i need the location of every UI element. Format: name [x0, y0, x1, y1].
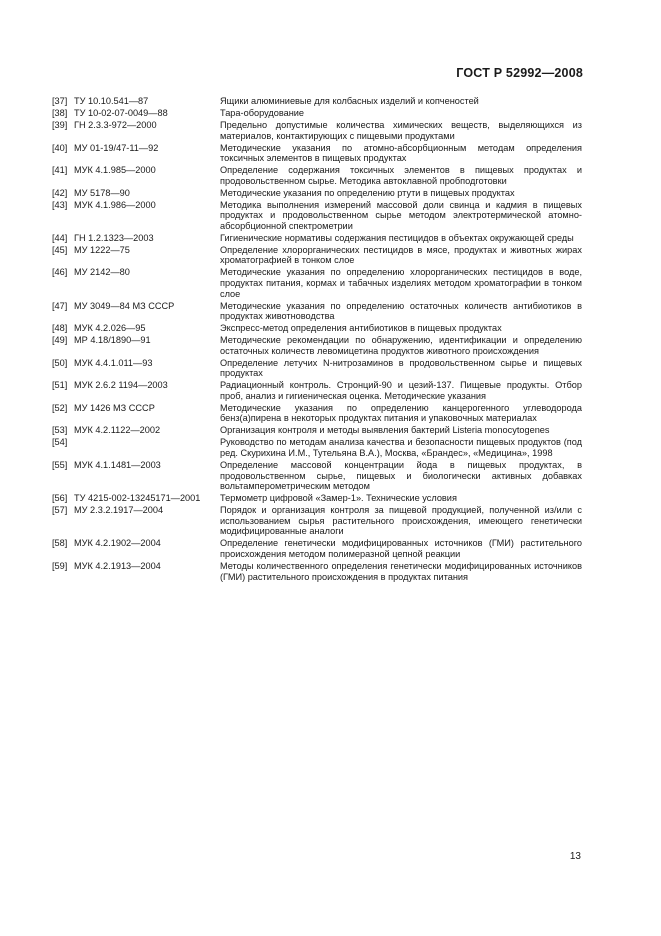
reference-description: Методические рекомендации по обнаружению, идентификации и определению остаточных количеств левомицетина продуктов животного происхождения [220, 335, 582, 356]
reference-code: МУ 1222—75 [74, 244, 130, 255]
page-number: 13 [569, 851, 581, 862]
reference-number: [37] [52, 96, 68, 106]
reference-description: Методические указания по определению канцерогенного углеводорода бенз(а)пирена в некоторых продуктах питания и упаковочных материалах [220, 402, 582, 424]
reference-number: [46] [52, 267, 68, 278]
reference-description: Руководство по методам анализа качества и безопасности пищевых продуктов (под ред. Скурихина И.М., Тутельяна В.А.), Москва, «Брандес», «Медицина», 1998 [220, 437, 582, 459]
reference-description: Радиационный контроль. Стронций-90 и цезий-137. Пищевые продукты. Отбор проб, анализ и гигиеническая оценка. Методические указания [220, 380, 582, 401]
reference-entry [52, 120, 582, 141]
reference-number: [52] [52, 402, 68, 413]
reference-description: Определение хлорорганических пестицидов в мясе, продуктах и животных жирах хроматографией в тонком слое [220, 244, 582, 266]
reference-entry [52, 96, 582, 107]
reference-description: Гигиенические нормативы содержания пестицидов в объектах окружающей среды [220, 232, 574, 243]
reference-entry [52, 323, 582, 334]
reference-description: Предельно допустимые количества химических веществ, выделяющихся из материалов, контактирующих с пищевыми продуктами [220, 119, 582, 141]
reference-description: Методические указания по определению остаточных количеств антибиотиков в продуктах животноводства [220, 300, 582, 322]
reference-code: ТУ 4215-002-13245171—2001 [74, 493, 201, 504]
reference-number: [53] [52, 425, 68, 436]
bibliography-list [52, 96, 582, 584]
reference-entry [52, 538, 582, 559]
reference-description: Тара-оборудование [220, 107, 305, 118]
reference-code: МУК 4.1.1481—2003 [74, 460, 161, 471]
reference-code [74, 437, 220, 458]
reference-number: [58] [52, 538, 68, 549]
reference-entry [52, 245, 582, 266]
reference-description: Методические указания по определению ртути в пищевых продуктах [220, 187, 515, 198]
reference-entry [52, 437, 582, 458]
reference-number: [43] [52, 199, 68, 210]
reference-number: [50] [52, 357, 68, 368]
reference-code: ТУ 10-02-07-0049—88 [74, 107, 168, 118]
reference-description: Методика выполнения измерений массовой доли свинца и кадмия в пищевых продуктах и продовольственном сырье методом электротермической атомно-абсорбционной спектрометрии [220, 199, 582, 231]
reference-entry [52, 505, 582, 537]
reference-code: МР 4.18/1890—91 [74, 335, 151, 346]
reference-entry [52, 460, 582, 492]
reference-entry [52, 188, 582, 199]
reference-code: МУ 01-19/47-11—92 [74, 142, 159, 153]
reference-number: [56] [52, 493, 68, 504]
reference-code: МУ 5178—90 [74, 187, 130, 198]
reference-code: МУ 2142—80 [74, 267, 130, 278]
reference-description: Порядок и организация контроля за пищевой продукцией, полученной из/или с использованием сырья растительного происхождения, имеющего генетически модифицированные аналоги [220, 505, 582, 537]
reference-description: Определение летучих N-нитрозаминов в продовольственном сырье и пищевых продуктах [220, 357, 582, 379]
reference-entry [52, 165, 582, 186]
reference-description: Термометр цифровой «Замер-1». Технические условия [220, 493, 457, 504]
reference-entry [52, 493, 582, 504]
reference-number: [59] [52, 560, 68, 571]
reference-number: [49] [52, 335, 68, 346]
reference-number: [41] [52, 165, 68, 176]
document-header: ГОСТ Р 52992—2008 [456, 66, 583, 80]
reference-number: [55] [52, 460, 68, 471]
reference-entry [52, 301, 582, 322]
reference-entry [52, 561, 582, 582]
reference-code: МУК 4.4.1.011—93 [74, 357, 153, 368]
reference-entry [52, 425, 582, 436]
reference-number: [44] [52, 232, 68, 243]
reference-code: МУК 4.1.985—2000 [74, 165, 156, 176]
reference-entry [52, 267, 582, 299]
reference-entry [52, 335, 582, 356]
reference-description: Определение массовой концентрации йода в пищевых продуктах, в продовольственном сырье, пищевых и биологически активных добавках вольтамперометрическим методом [220, 460, 582, 492]
reference-code: МУК 4.2.1913—2004 [74, 560, 161, 571]
reference-entry [52, 358, 582, 379]
reference-code: МУК 4.2.1122—2002 [74, 425, 161, 436]
reference-description: Методические указания по определению хлорорганических пестицидов в воде, продуктах питания, кормах и табачных изделиях методом хроматографии в тонком слое [220, 267, 582, 299]
reference-number: [38] [52, 107, 68, 118]
reference-description: Методы количественного определения генетически модифицированных источников (ГМИ) растительного происхождения в продуктах питания [220, 560, 582, 582]
reference-number: [47] [52, 300, 68, 311]
reference-code: ТУ 10.10.541—87 [74, 96, 149, 106]
reference-code: МУК 4.2.026—95 [74, 323, 146, 334]
reference-number: [42] [52, 187, 68, 198]
reference-number: [39] [52, 119, 68, 130]
reference-code: МУК 2.6.2 1194—2003 [74, 380, 168, 391]
reference-code: ГН 2.3.3-972—2000 [74, 119, 157, 130]
reference-entry [52, 233, 582, 244]
reference-code: МУК 4.2.1902—2004 [74, 538, 161, 549]
reference-number: [40] [52, 142, 68, 153]
reference-code: МУ 1426 МЗ СССР [74, 402, 155, 413]
reference-entry [52, 200, 582, 232]
reference-code: ГН 1.2.1323—2003 [74, 232, 154, 243]
reference-description: Ящики алюминиевые для колбасных изделий и копченостей [220, 96, 479, 106]
reference-description: Определение содержания токсичных элементов в пищевых продуктах и продовольственном сырье. Методика автоклавной пробподготовки [220, 165, 582, 186]
reference-number: [45] [52, 244, 68, 255]
reference-number: [51] [52, 380, 68, 391]
reference-description: Организация контроля и методы выявления бактерий Listeria monocytogenes [220, 425, 550, 436]
reference-code: МУК 4.1.986—2000 [74, 199, 156, 210]
reference-entry [52, 403, 582, 424]
reference-entry [52, 143, 582, 164]
reference-entry [52, 380, 582, 401]
reference-code: МУ 2.3.2.1917—2004 [74, 505, 164, 516]
reference-number: [54] [52, 437, 68, 448]
reference-code: МУ 3049—84 МЗ СССР [74, 300, 175, 311]
reference-entry [52, 108, 582, 119]
reference-description: Экспресс-метод определения антибиотиков в пищевых продуктах [220, 323, 502, 334]
reference-number: [48] [52, 323, 68, 334]
reference-description: Методические указания по атомно-абсорбционным методам определения токсичных элементов в пищевых продуктах [220, 142, 582, 164]
reference-number: [57] [52, 505, 68, 516]
reference-description: Определение генетически модифицированных источников (ГМИ) растительного происхождения методом полимеразной цепной реакции [220, 538, 582, 559]
